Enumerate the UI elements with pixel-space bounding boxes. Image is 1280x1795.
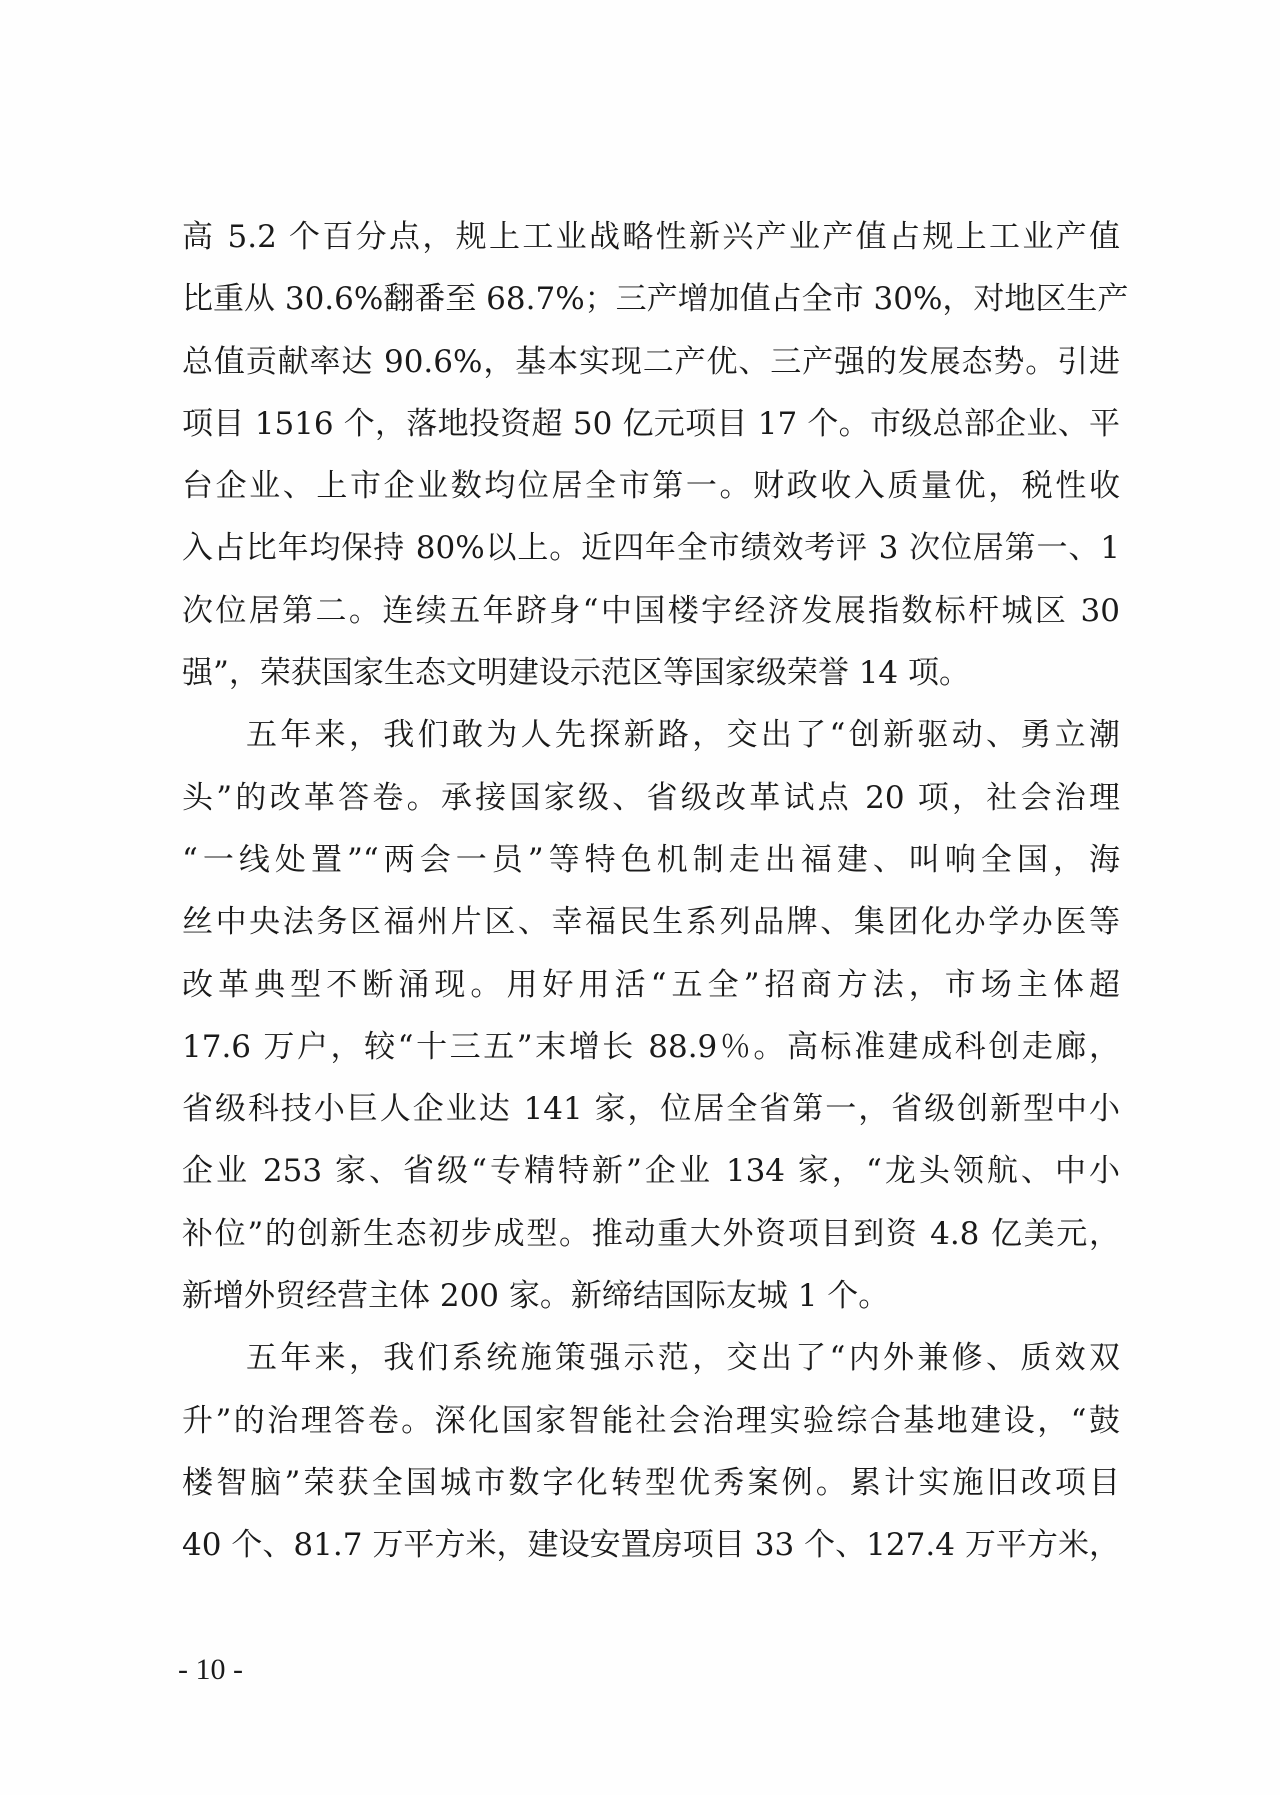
text-line: 总值贡献率达 90.6%，基本实现二产优、三产强的发展态势。引进 [182, 343, 1120, 380]
text-line: 升”的治理答卷。深化国家智能社会治理实验综合基地建设，“鼓 [182, 1402, 1120, 1439]
text-line: 40 个、81.7 万平方米，建设安置房项目 33 个、127.4 万平方米， [182, 1527, 1120, 1564]
text-line: 楼智脑”荣获全国城市数字化转型优秀案例。累计实施旧改项目 [182, 1464, 1120, 1501]
page-number: - 10 - [178, 1653, 243, 1686]
text-line: 入占比年均保持 80%以上。近四年全市绩效考评 3 次位居第一、1 [182, 530, 1120, 567]
text-line: 17.6 万户，较“十三五”末增长 88.9％。高标准建成科创走廊， [182, 1028, 1120, 1065]
body-text [182, 212, 1129, 1583]
text-line: 项目 1516 个，落地投资超 50 亿元项目 17 个。市级总部企业、平 [182, 405, 1120, 442]
text-line: “一线处置”“两会一员”等特色机制走出福建、叫响全国，海 [182, 841, 1120, 878]
text-line: 次位居第二。连续五年跻身“中国楼宇经济发展指数标杆城区 30 [182, 592, 1120, 629]
text-line: 省级科技小巨人企业达 141 家，位居全省第一，省级创新型中小 [182, 1091, 1120, 1128]
text-line: 五年来，我们敢为人先探新路，交出了“创新驱动、勇立潮 [246, 717, 1120, 754]
paragraph-3 [182, 1333, 1120, 1582]
text-line: 补位”的创新生态初步成型。推动重大外资项目到资 4.8 亿美元， [182, 1215, 1120, 1252]
text-line: 头”的改革答卷。承接国家级、省级改革试点 20 项，社会治理 [182, 779, 1120, 816]
paragraph-1 [182, 212, 1129, 710]
text-line: 台企业、上市企业数均位居全市第一。财政收入质量优，税性收 [182, 468, 1120, 505]
text-line: 高 5.2 个百分点，规上工业战略性新兴产业产值占规上工业产值 [182, 219, 1120, 255]
text-line: 新增外贸经营主体 200 家。新缔结国际友城 1 个。 [182, 1278, 890, 1315]
text-line: 强”，荣获国家生态文明建设示范区等国家级荣誉 14 项。 [182, 655, 970, 692]
text-line: 比重从 30.6%翻番至 68.7%；三产增加值占全市 30%，对地区生产 [182, 281, 1129, 318]
text-line: 企业 253 家、省级“专精特新”企业 134 家，“龙头领航、中小 [182, 1153, 1120, 1190]
text-line: 改革典型不断涌现。用好用活“五全”招商方法，市场主体超 [182, 966, 1120, 1003]
paragraph-2 [182, 710, 1120, 1333]
text-line: 五年来，我们系统施策强示范，交出了“内外兼修、质效双 [246, 1340, 1120, 1377]
text-line: 丝中央法务区福州片区、幸福民生系列品牌、集团化办学办医等 [182, 904, 1120, 941]
